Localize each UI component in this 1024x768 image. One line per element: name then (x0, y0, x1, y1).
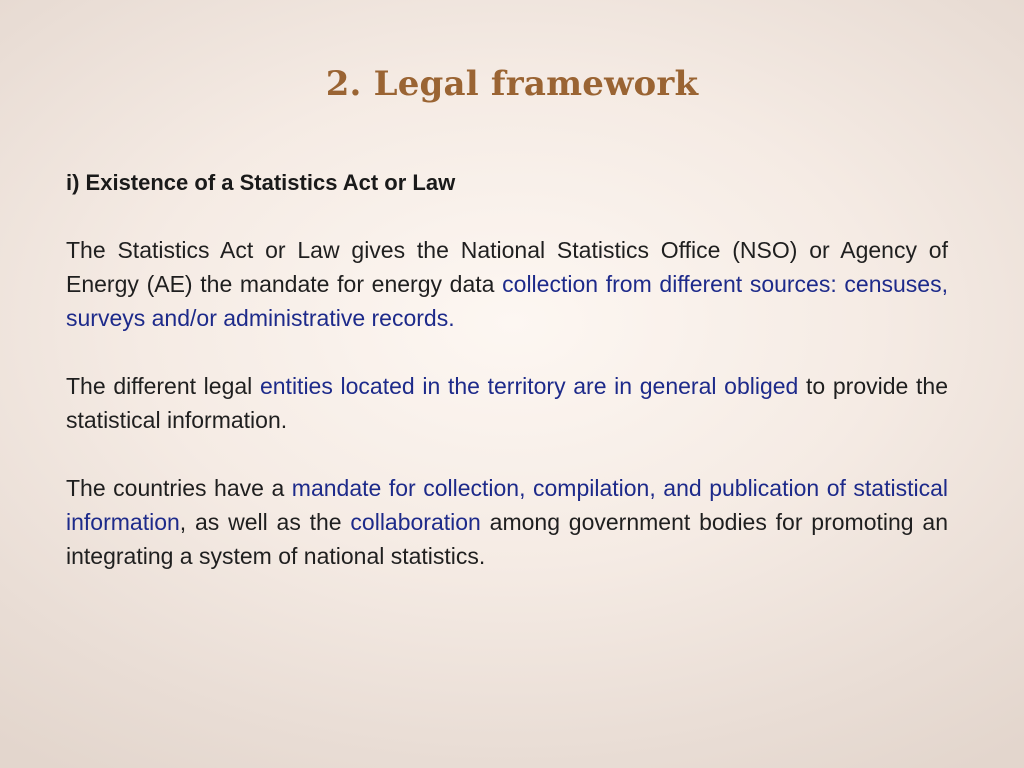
section-subheading: i) Existence of a Statistics Act or Law (66, 170, 456, 195)
text-segment: The different legal (66, 373, 260, 399)
slide-title: 2. Legal framework (325, 64, 699, 104)
paragraph-legal-entities (66, 369, 948, 437)
text-segment: . (448, 305, 455, 331)
highlighted-text: mandate for collection, compilation, and publication of statistical information (66, 475, 948, 535)
paragraph-country-mandate (66, 471, 948, 573)
highlighted-text: entities located in the territory are in general obliged (259, 373, 799, 399)
text-segment: , as well as the (179, 509, 351, 535)
highlighted-text: collection from different sources: censuses, surveys and/or administrative records (66, 271, 948, 331)
text-segment: to provide the statistical information. (66, 373, 948, 433)
text-segment: The countries have a (66, 475, 292, 501)
slide-content (66, 166, 948, 607)
highlighted-text: collaboration (350, 509, 481, 535)
text-segment: The Statistics Act or Law gives the National Statistics Office (NSO) or Agency of Energy (AE) the mandate for energy data (66, 237, 948, 297)
text-segment: among government bodies for promoting an integrating a system of national statistics. (66, 509, 948, 569)
paragraph-statistics-act (66, 233, 948, 335)
